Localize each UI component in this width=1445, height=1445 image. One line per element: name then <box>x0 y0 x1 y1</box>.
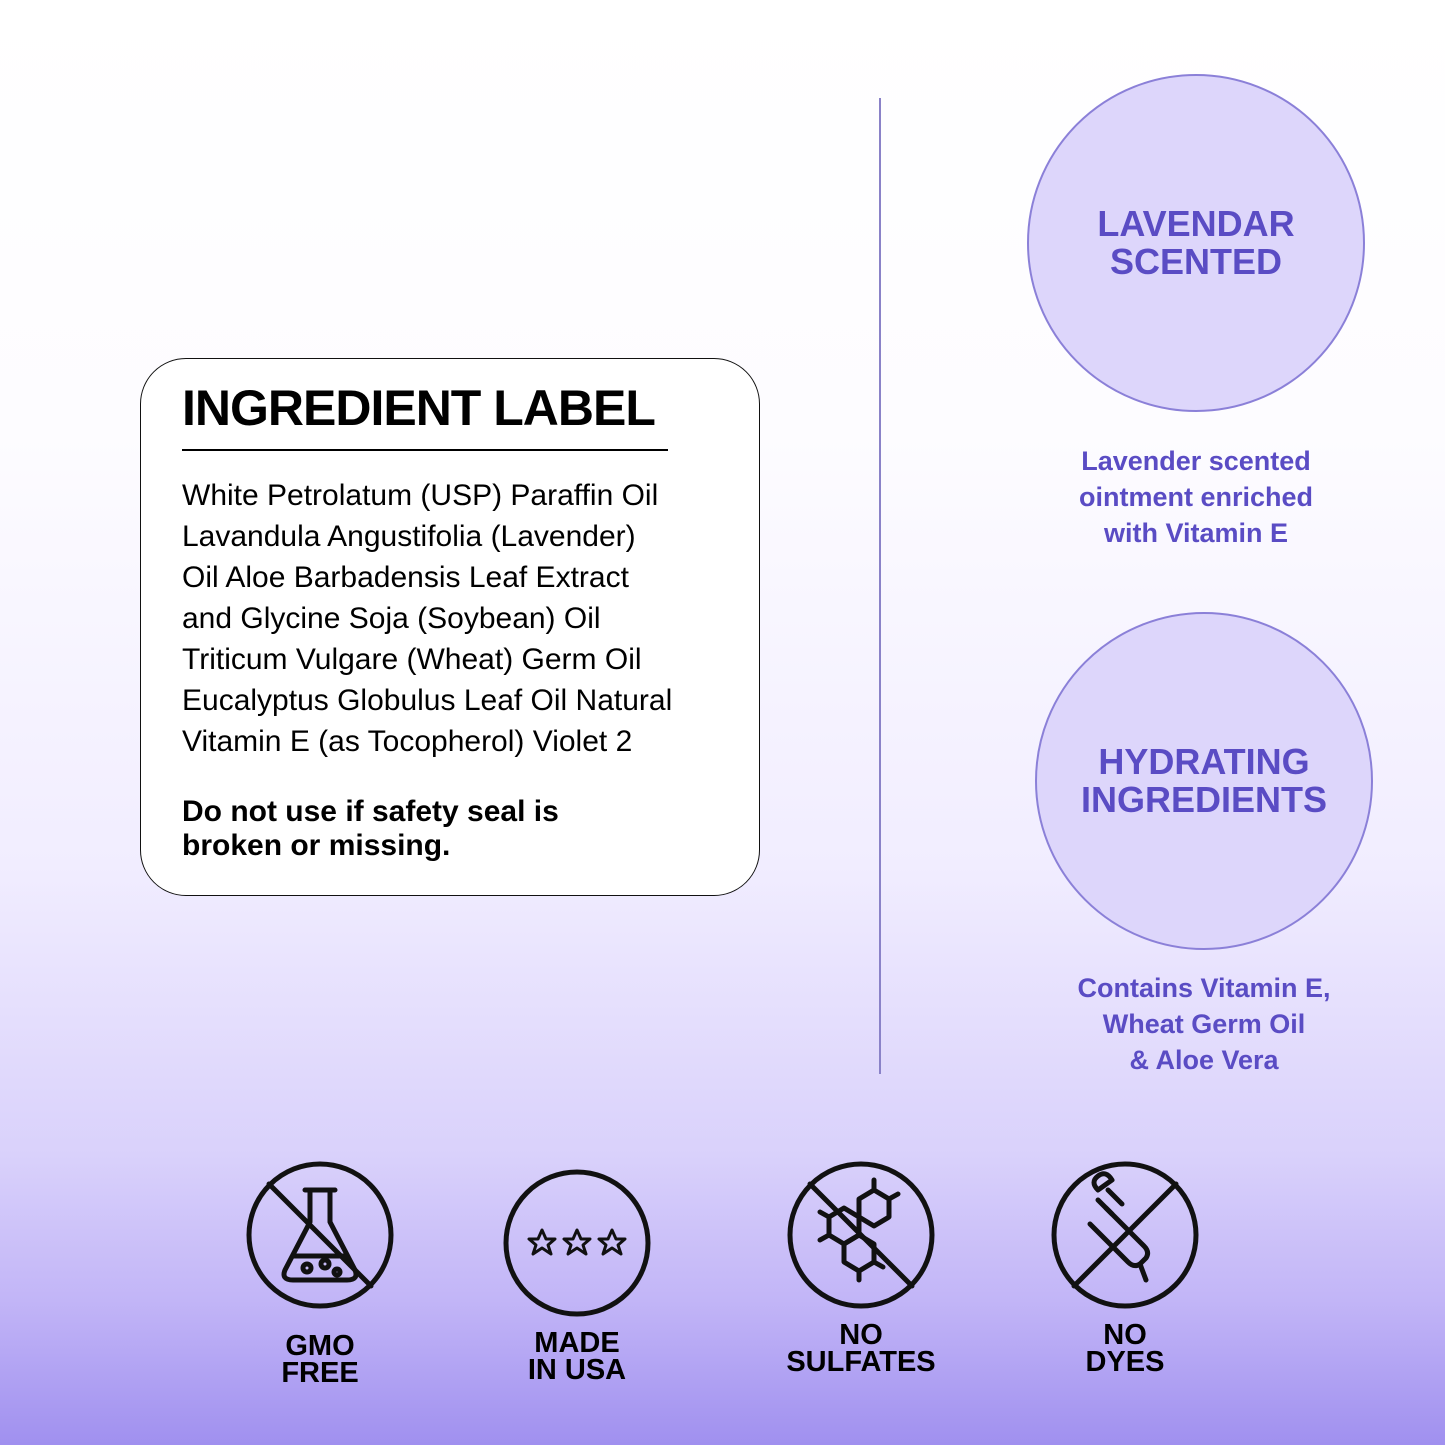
no-sulfates-molecule-icon <box>786 1160 936 1310</box>
ingredient-line: Eucalyptus Globulus Leaf Oil Natural <box>182 684 673 717</box>
icon-label-line: DYES <box>1085 1346 1165 1378</box>
no-dyes-label <box>1005 1319 1245 1378</box>
no-sulfates-label <box>741 1319 981 1378</box>
caption-line: with Vitamin E <box>1103 518 1289 548</box>
caption-line: Wheat Germ Oil <box>1102 1009 1306 1039</box>
caption-line: Contains Vitamin E, <box>1077 973 1331 1003</box>
caption-line: Lavender scented <box>1081 446 1311 476</box>
ingredient-line: Lavandula Angustifolia (Lavender) <box>182 520 636 553</box>
vertical-divider <box>879 98 881 1074</box>
hydrating-ingredients-caption <box>1054 970 1354 1078</box>
warning-line: Do not use if safety seal is <box>182 795 559 828</box>
icon-label-line: MADE <box>534 1327 620 1359</box>
ingredient-line: White Petrolatum (USP) Paraffin Oil <box>182 479 659 512</box>
ingredient-label-title: INGREDIENT LABEL <box>182 380 655 436</box>
ingredient-list <box>182 475 742 762</box>
icon-label-line: GMO <box>285 1330 355 1362</box>
lavender-scented-caption <box>1046 443 1346 551</box>
lavender-scented-badge <box>1027 74 1365 412</box>
no-dyes-dropper-icon <box>1050 1160 1200 1310</box>
icon-label-line: FREE <box>281 1357 359 1389</box>
badge-line: HYDRATING <box>1098 741 1310 782</box>
ingredient-line: Oil Aloe Barbadensis Leaf Extract <box>182 561 629 594</box>
badge-line: INGREDIENTS <box>1080 779 1328 820</box>
gmo-free-label <box>200 1330 440 1389</box>
no-gmo-flask-icon <box>245 1160 395 1310</box>
ingredient-label-card <box>140 358 760 896</box>
icon-label-line: SULFATES <box>786 1346 936 1378</box>
ingredient-line: Triticum Vulgare (Wheat) Germ Oil <box>182 643 642 676</box>
warning-line: broken or missing. <box>182 829 451 862</box>
ingredient-line: and Glycine Soja (Soybean) Oil <box>182 602 601 635</box>
made-in-usa-label <box>457 1327 697 1386</box>
stars-icon <box>502 1168 652 1318</box>
icon-label-line: NO <box>1103 1319 1147 1351</box>
icon-label-line: NO <box>839 1319 883 1351</box>
badge-line: LAVENDAR <box>1097 203 1295 244</box>
safety-warning <box>182 795 559 863</box>
badge-line: SCENTED <box>1109 241 1283 282</box>
title-underline <box>182 449 668 451</box>
icon-label-line: IN USA <box>527 1354 627 1386</box>
hydrating-ingredients-badge <box>1035 612 1373 950</box>
caption-line: ointment enriched <box>1078 482 1314 512</box>
caption-line: & Aloe Vera <box>1129 1045 1279 1075</box>
ingredient-line: Vitamin E (as Tocopherol) Violet 2 <box>182 725 633 758</box>
